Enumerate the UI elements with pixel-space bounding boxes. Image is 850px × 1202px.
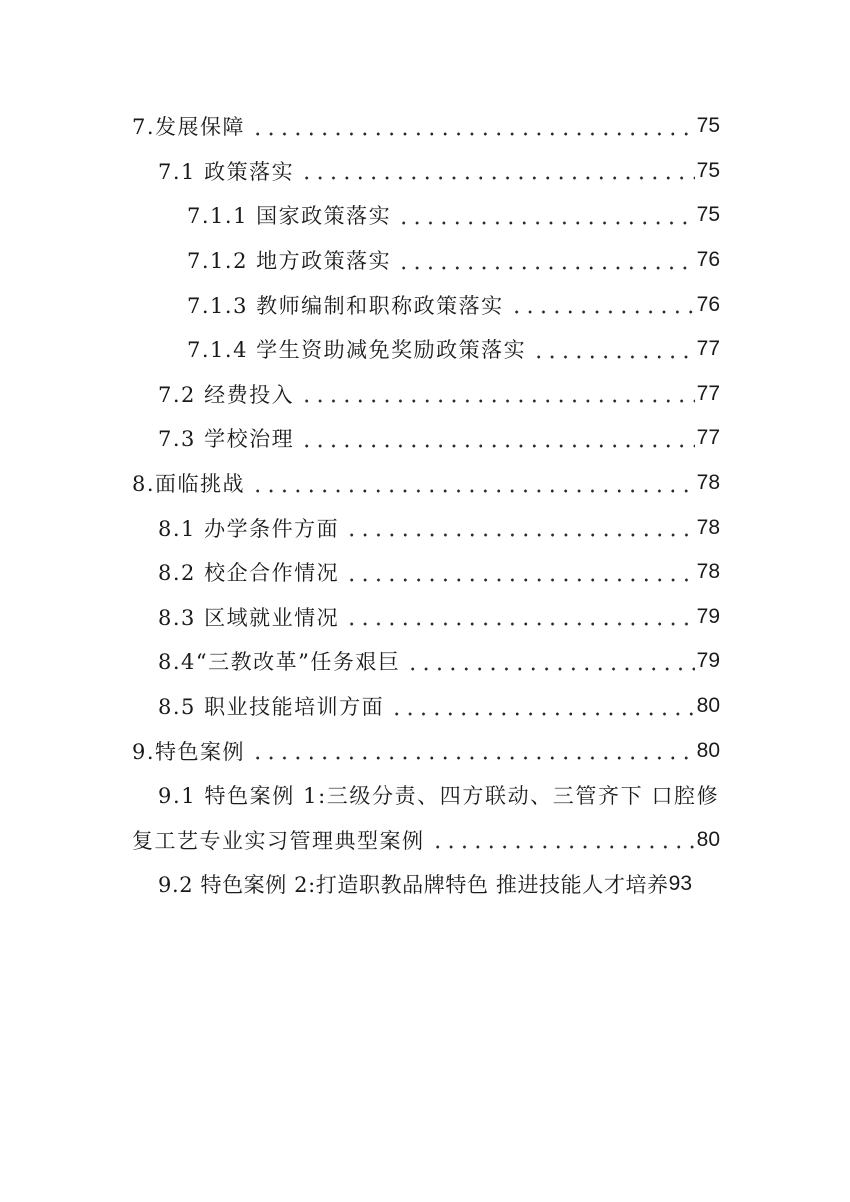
toc-entry-page: 80 bbox=[696, 694, 720, 718]
toc-entry-label: 8.面临挑战 bbox=[132, 472, 246, 497]
toc-entry-8-2[interactable] bbox=[132, 550, 720, 595]
toc-entry-page: 75 bbox=[696, 203, 720, 227]
toc-entry-7-1-4[interactable] bbox=[132, 327, 720, 372]
dot-leader bbox=[530, 339, 695, 360]
toc-entry-label-continued: 复工艺专业实习管理典型案例 bbox=[132, 828, 425, 853]
toc-entry-page: 77 bbox=[696, 426, 720, 450]
toc-entry-page: 77 bbox=[696, 337, 720, 361]
toc-entry-8-3[interactable] bbox=[132, 595, 720, 640]
dot-leader bbox=[298, 383, 695, 404]
toc-entry-label: 8.3 区域就业情况 bbox=[158, 605, 340, 630]
toc-entry-page: 75 bbox=[696, 114, 720, 138]
dot-leader bbox=[343, 562, 695, 583]
toc-entry-label: 7.1.4 学生资助减免奖励政策落实 bbox=[187, 338, 527, 363]
toc-entry-9-2[interactable] bbox=[132, 862, 720, 907]
toc-entry-7-1-3[interactable] bbox=[132, 282, 720, 327]
dot-leader bbox=[249, 740, 695, 761]
dot-leader bbox=[343, 606, 695, 627]
toc-entry-7-1-1[interactable] bbox=[132, 193, 720, 238]
toc-entry-8-4[interactable] bbox=[132, 639, 720, 684]
toc-entry-7-3[interactable] bbox=[132, 416, 720, 461]
toc-entry-page: 93 bbox=[668, 872, 693, 896]
dot-leader bbox=[404, 651, 694, 672]
toc-entry-label: 8.2 校企合作情况 bbox=[158, 561, 340, 586]
toc-entry-9-1-line2[interactable] bbox=[132, 818, 720, 863]
toc-entry-label: 7.3 学校治理 bbox=[158, 427, 295, 452]
dot-leader bbox=[343, 517, 695, 538]
dot-leader bbox=[249, 473, 695, 494]
toc-entry-7-1-2[interactable] bbox=[132, 238, 720, 283]
toc-entry-label: 8.5 职业技能培训方面 bbox=[158, 695, 385, 720]
table-of-contents bbox=[132, 104, 720, 907]
dot-leader bbox=[388, 696, 695, 717]
toc-entry-page: 79 bbox=[696, 649, 720, 673]
toc-entry-page: 75 bbox=[696, 158, 720, 182]
dot-leader bbox=[298, 428, 695, 449]
toc-entry-label: 9.1 特色案例 1:三级分责、四方联动、三管齐下 口腔修 bbox=[158, 784, 720, 809]
toc-entry-label: 8.4“三教改革”任务艰巨 bbox=[158, 650, 401, 675]
toc-entry-page: 80 bbox=[696, 827, 720, 851]
toc-entry-9-1-line1[interactable] bbox=[132, 773, 720, 818]
toc-entry-9[interactable] bbox=[132, 728, 720, 773]
dot-leader bbox=[429, 829, 695, 850]
toc-entry-page: 76 bbox=[696, 292, 720, 316]
dot-leader bbox=[508, 294, 695, 315]
toc-entry-label: 7.1 政策落实 bbox=[158, 159, 295, 184]
toc-entry-page: 76 bbox=[696, 248, 720, 272]
toc-entry-label: 8.1 办学条件方面 bbox=[158, 516, 340, 541]
toc-entry-page: 78 bbox=[696, 471, 720, 495]
dot-leader bbox=[249, 116, 695, 137]
toc-entry-8[interactable] bbox=[132, 461, 720, 506]
toc-entry-7[interactable] bbox=[132, 104, 720, 149]
toc-entry-label: 7.1.1 国家政策落实 bbox=[187, 204, 392, 229]
dot-leader bbox=[395, 205, 695, 226]
toc-entry-7-2[interactable] bbox=[132, 372, 720, 417]
toc-entry-page: 77 bbox=[696, 381, 720, 405]
toc-entry-page: 80 bbox=[696, 738, 720, 762]
toc-entry-page: 79 bbox=[696, 604, 720, 628]
toc-entry-page: 78 bbox=[696, 515, 720, 539]
toc-entry-label: 7.1.3 教师编制和职称政策落实 bbox=[187, 293, 504, 318]
toc-entry-8-1[interactable] bbox=[132, 505, 720, 550]
toc-entry-label: 7.1.2 地方政策落实 bbox=[187, 249, 392, 274]
dot-leader bbox=[298, 160, 695, 181]
toc-entry-label: 7.发展保障 bbox=[132, 115, 246, 140]
toc-entry-label: 9.特色案例 bbox=[132, 739, 246, 764]
dot-leader bbox=[395, 250, 695, 271]
toc-entry-label: 9.2 特色案例 2:打造职教品牌特色 推进技能人才培养 bbox=[158, 873, 669, 898]
toc-entry-page: 78 bbox=[696, 560, 720, 584]
toc-entry-8-5[interactable] bbox=[132, 684, 720, 729]
toc-entry-7-1[interactable] bbox=[132, 149, 720, 194]
toc-entry-label: 7.2 经费投入 bbox=[158, 382, 295, 407]
